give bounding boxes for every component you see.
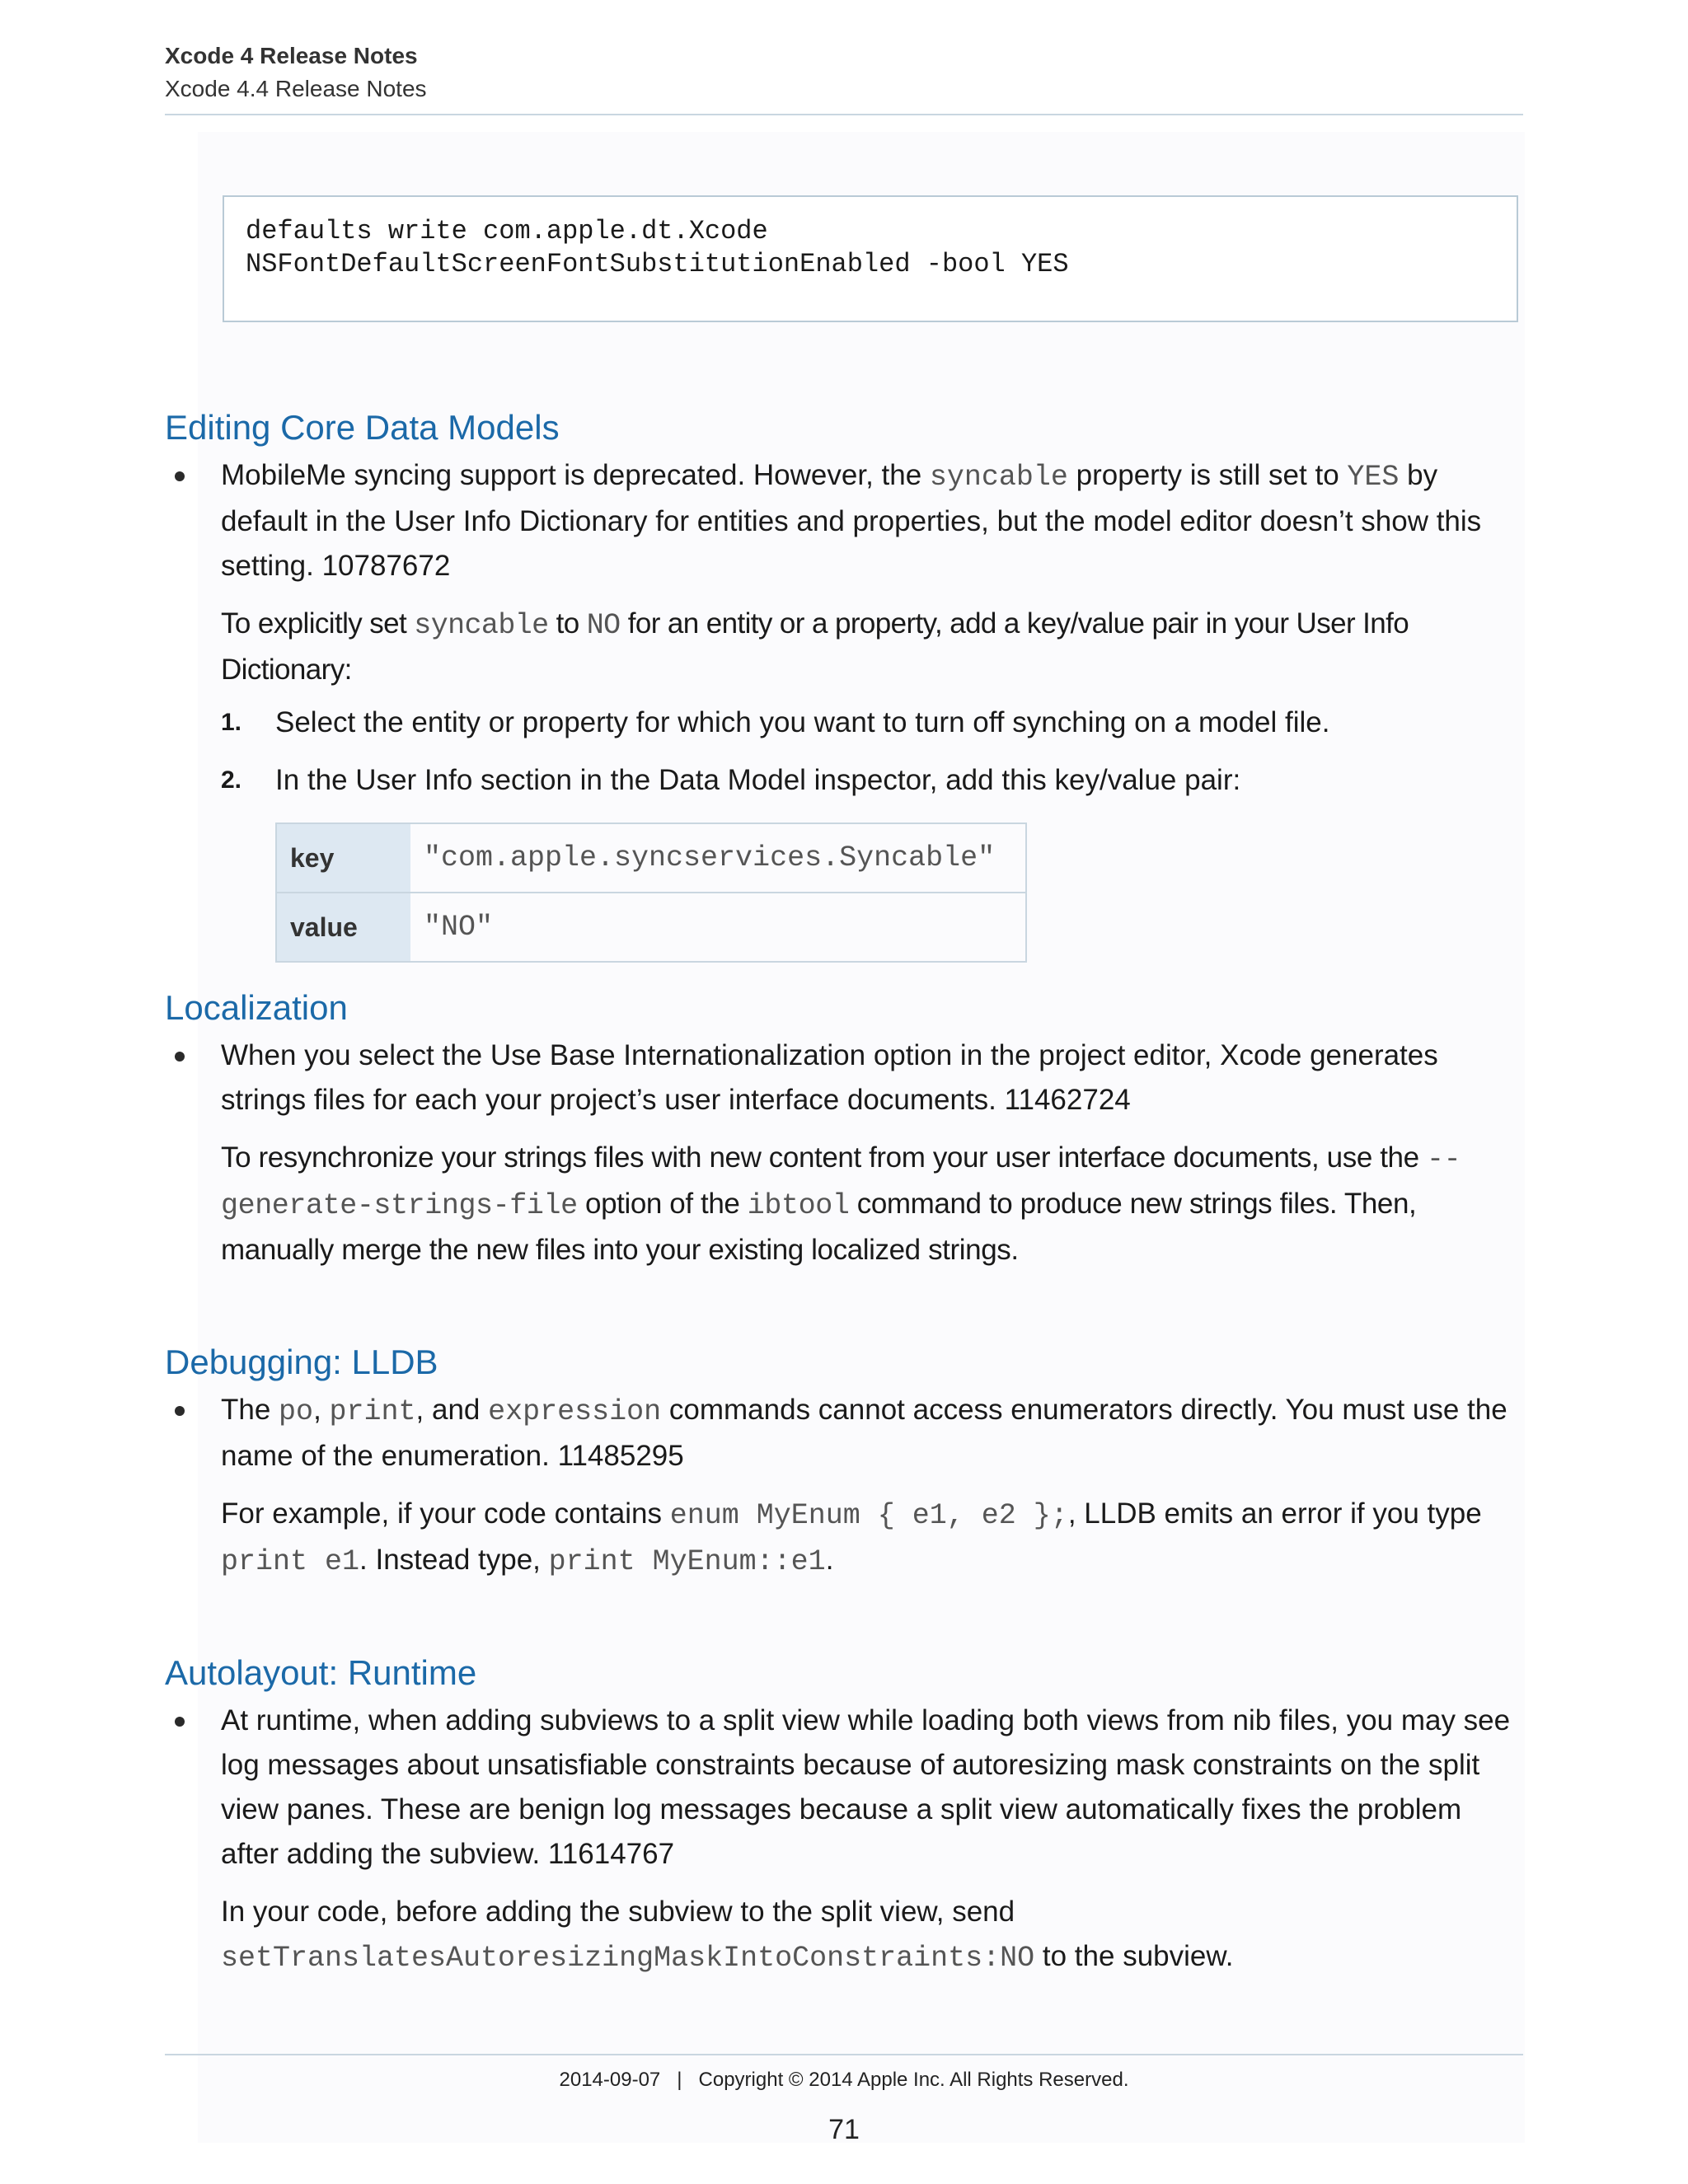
footer-separator: | — [677, 2069, 682, 2091]
bullet-icon — [175, 1406, 185, 1416]
chapter-title: Xcode 4.4 Release Notes — [165, 76, 427, 101]
table-row — [276, 823, 1026, 893]
inline-code: --generate-strings-file — [221, 1143, 1461, 1222]
paragraph: To resynchronize your strings files with new content from your user interface documents, use the --generate-strings-file option of the ibtool command to produce new strings files. Then, manually merge the new files into your existing localized strings. — [221, 1141, 1461, 1266]
section-body-core-data — [165, 453, 1525, 963]
page-footer — [0, 2064, 1688, 2097]
footer-copyright: Copyright © 2014 Apple Inc. All Rights Reserved. — [698, 2069, 1129, 2091]
bullet-item — [165, 1699, 1525, 1980]
section-heading-localization: Localization — [165, 988, 348, 1027]
code-line: NSFontDefaultScreenFontSubstitutionEnabled -bool YES — [246, 249, 1069, 279]
paragraph: When you select the Use Base Internationalization option in the project editor, Xcode generates strings files for each your project’s user interface documents. 11462724 — [221, 1039, 1438, 1116]
section-heading-debugging: Debugging: LLDB — [165, 1343, 438, 1381]
table-value-cell: "com.apple.syncservices.Syncable" — [410, 823, 1026, 893]
inline-code: setTranslatesAutoresizingMaskIntoConstraints:NO — [221, 1942, 1035, 1975]
list-item: 2. In the User Info section in the Data Model inspector, add this key/value pair: — [221, 758, 1525, 803]
inline-code: syncable — [929, 461, 1068, 494]
footer-date: 2014-09-07 — [559, 2069, 661, 2091]
numbered-list — [221, 701, 1525, 803]
list-item: 1. Select the entity or property for which you want to turn off synching on a model file. — [221, 701, 1525, 745]
section-heading-autolayout: Autolayout: Runtime — [165, 1653, 477, 1692]
inline-code: NO — [586, 609, 621, 642]
inline-code: print e1 — [221, 1545, 360, 1578]
code-block — [223, 195, 1518, 322]
document-title: Xcode 4 Release Notes — [165, 43, 418, 68]
inline-code: expression — [488, 1395, 662, 1428]
bullet-item — [165, 1033, 1525, 1272]
paragraph: The po, print, and expression commands cannot access enumerators directly. You must use the name of the enumeration. 11485295 — [221, 1394, 1507, 1472]
bullet-icon — [175, 471, 185, 481]
inline-code: syncable — [414, 609, 549, 642]
bullet-item — [165, 1388, 1525, 1584]
table-row — [276, 893, 1026, 962]
list-number: 1. — [221, 709, 242, 736]
bullet-icon — [175, 1052, 185, 1062]
inline-code: print MyEnum::e1 — [548, 1545, 826, 1578]
table-value-cell: "NO" — [424, 911, 494, 944]
inline-code: ibtool — [747, 1189, 850, 1222]
inline-code: enum MyEnum { e1, e2 }; — [669, 1499, 1068, 1532]
list-number: 2. — [221, 766, 242, 794]
section-body-debugging — [165, 1388, 1525, 1584]
paragraph: In your code, before adding the subview to the split view, send setTranslatesAutoresizingMaskIntoConstraints:NO to the subview. — [221, 1896, 1234, 1975]
header-divider — [165, 114, 1523, 115]
footer-divider — [165, 2054, 1523, 2055]
paragraph: At runtime, when adding subviews to a split view while loading both views from nib files, you may see log messages about unsatisfiable constraints because of autoresizing mask constraints on the split view panes. These are benign log messages because a split view automatically fixes the problem after adding the subview. 11614767 — [221, 1704, 1511, 1870]
inline-code: po — [279, 1395, 314, 1428]
page-header — [165, 40, 1523, 105]
section-body-localization — [165, 1033, 1525, 1272]
section-heading-core-data: Editing Core Data Models — [165, 408, 560, 447]
paragraph: MobileMe syncing support is deprecated. However, the syncable property is still set to YES by default in the User Info Dictionary for entities and properties, but the model editor doesn’t show this setting. 10787672 — [221, 459, 1482, 582]
inline-code: YES — [1347, 461, 1400, 494]
paragraph: For example, if your code contains enum MyEnum { e1, e2 };, LLDB emits an error if you type print e1. Instead type, print MyEnum::e1. — [221, 1497, 1482, 1578]
section-body-autolayout — [165, 1699, 1525, 1980]
code-line: defaults write com.apple.dt.Xcode — [246, 216, 768, 246]
table-key-cell: key — [276, 823, 410, 893]
table-key-cell: value — [276, 893, 410, 962]
bullet-item — [165, 453, 1525, 963]
inline-code: print — [329, 1395, 416, 1428]
key-value-table — [275, 823, 1027, 963]
page-number: 71 — [828, 2114, 860, 2145]
paragraph: To explicitly set syncable to NO for an entity or a property, add a key/value pair in your User Info Dictionary: — [221, 607, 1409, 686]
bullet-icon — [175, 1717, 185, 1727]
